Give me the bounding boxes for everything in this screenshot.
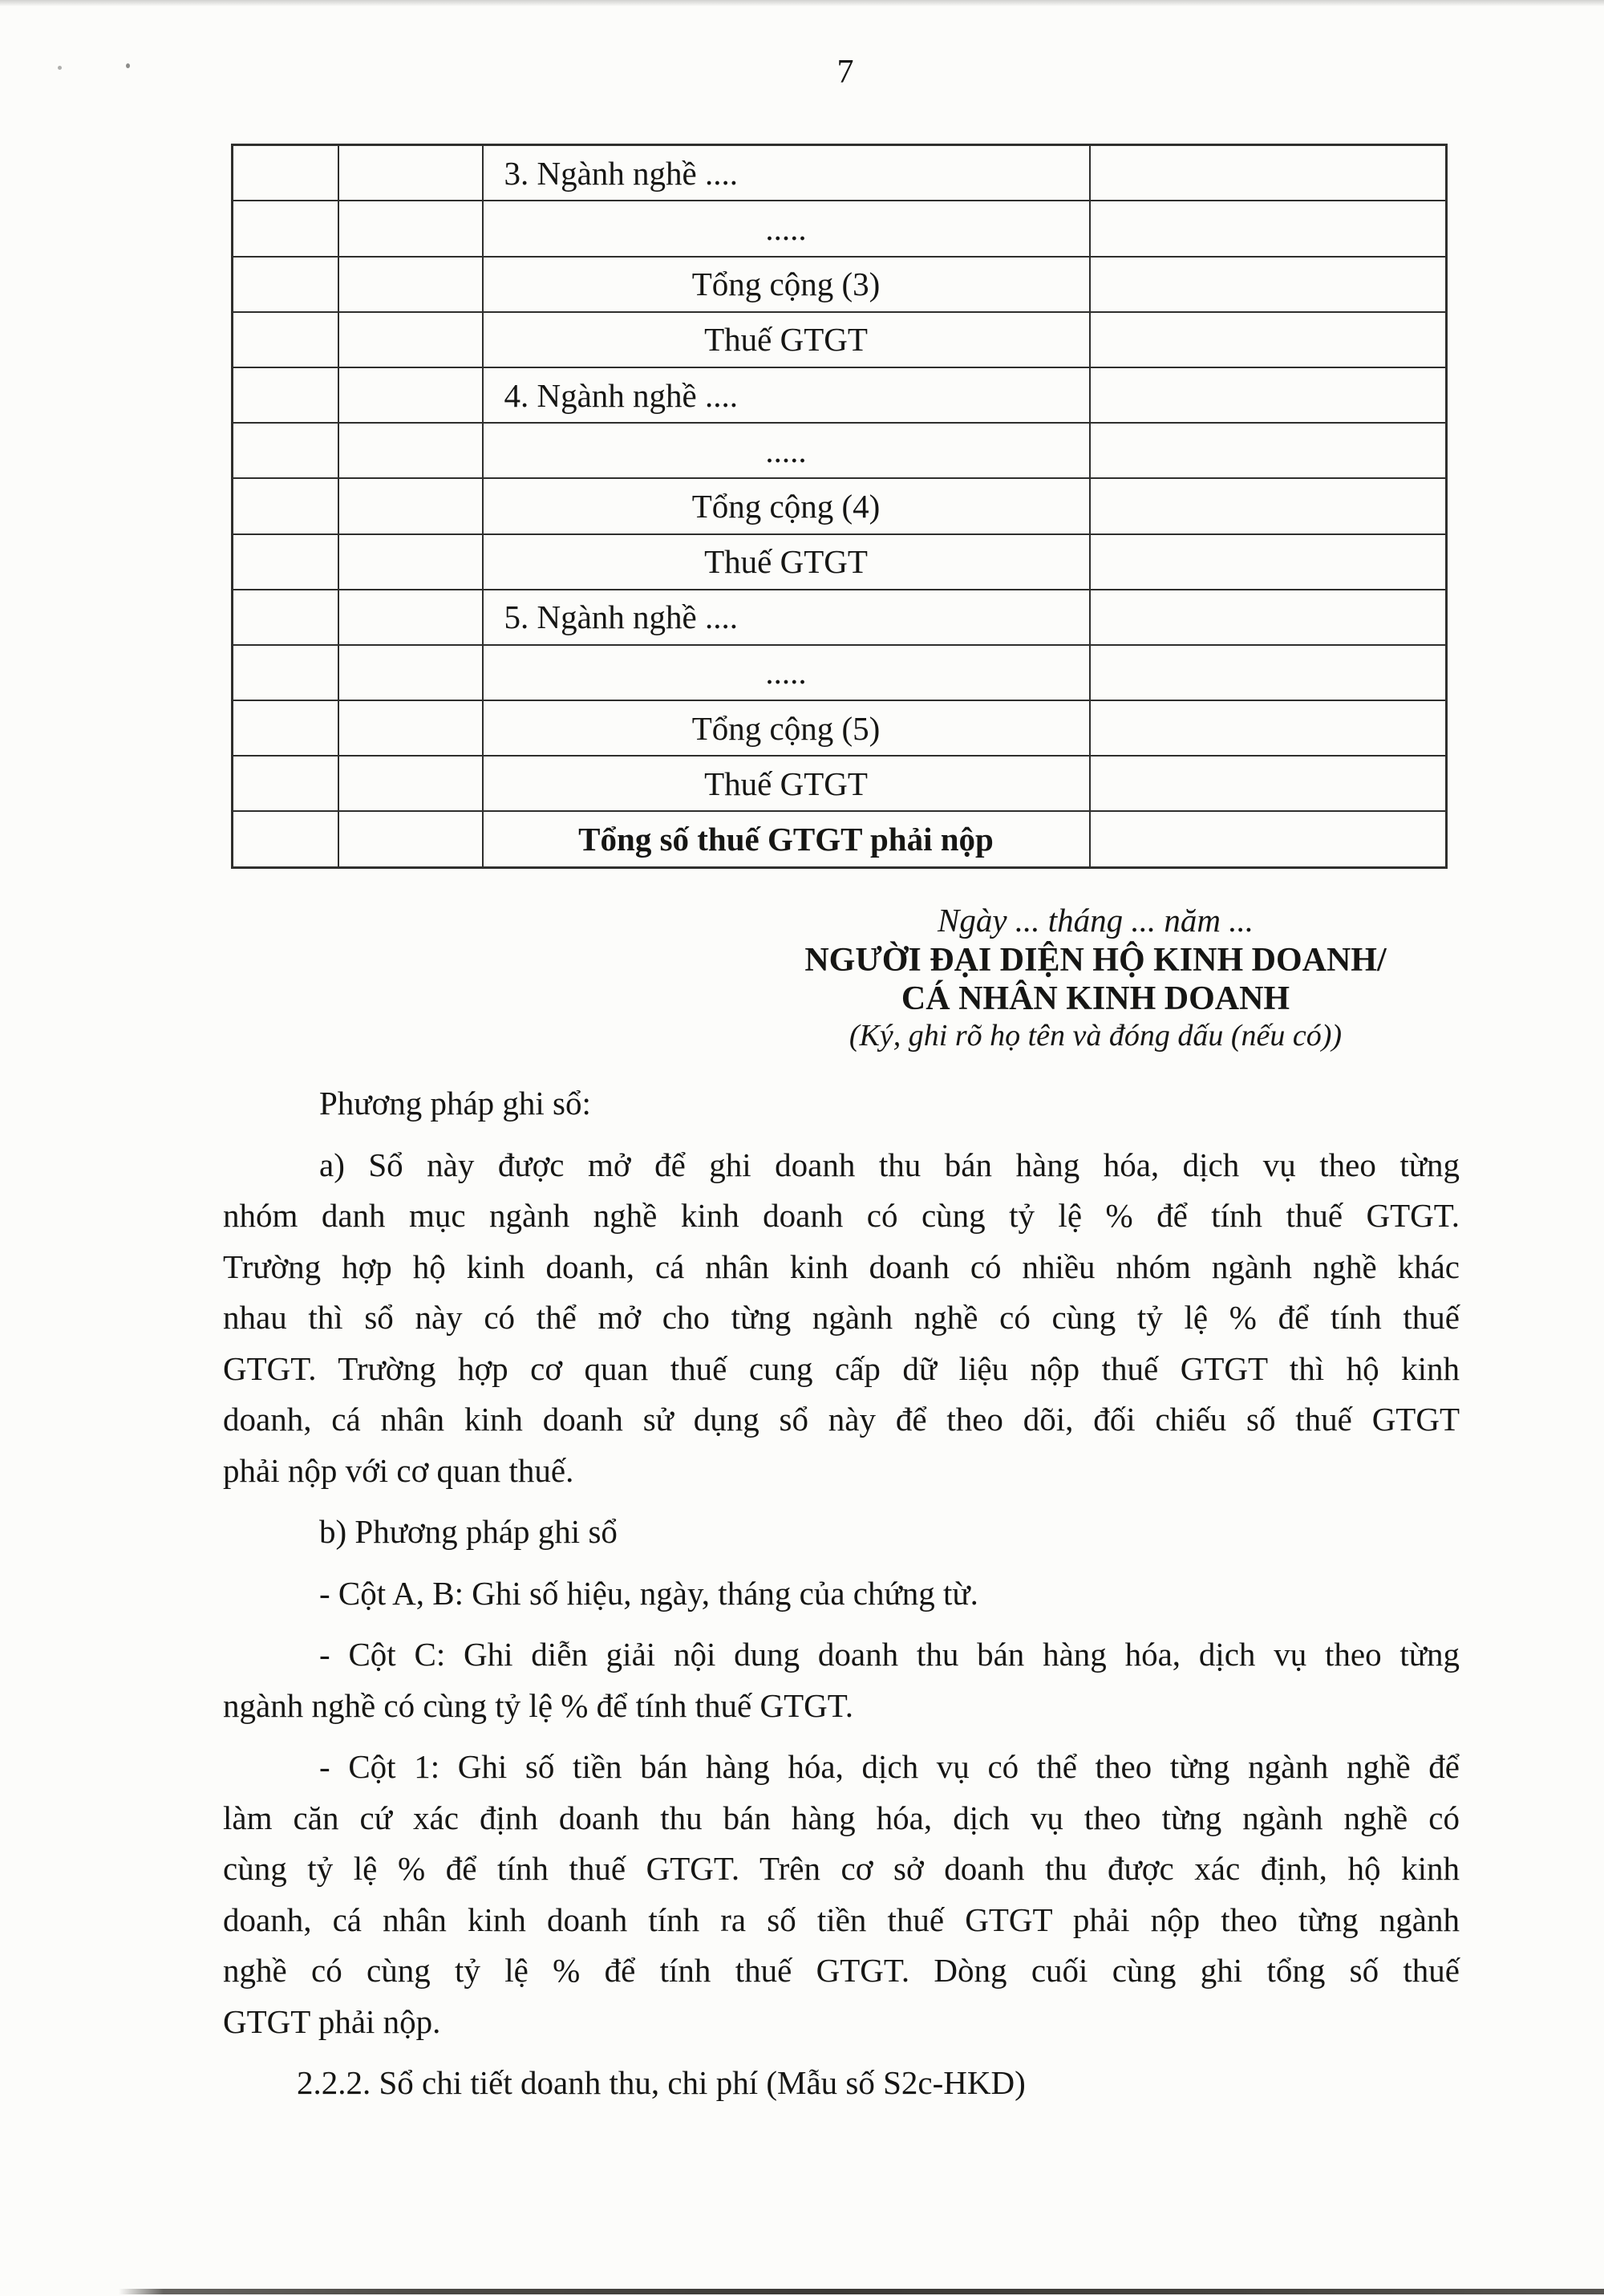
table-cell-content: ..... xyxy=(483,201,1090,256)
table-cell-b xyxy=(338,478,483,533)
table-cell-content: ..... xyxy=(483,645,1090,700)
table-cell-a xyxy=(233,201,338,256)
table-cell-a xyxy=(233,534,338,590)
text-line: - Cột C: Ghi diễn giải nội dung doanh thu bán hàng hóa, dịch vụ theo từng xyxy=(319,1636,1460,1673)
table-row xyxy=(233,756,1447,811)
table-cell-a xyxy=(233,312,338,367)
table-cell-amount xyxy=(1090,145,1447,201)
page-number: 7 xyxy=(836,54,854,91)
table-cell-amount xyxy=(1090,700,1447,756)
table-cell-amount xyxy=(1090,367,1447,423)
signature-title-line1: NGƯỜI ĐẠI DIỆN HỘ KINH DOANH/ xyxy=(804,942,1387,979)
table-cell-b xyxy=(338,756,483,811)
table-cell-amount xyxy=(1090,645,1447,700)
table-cell-a xyxy=(233,700,338,756)
scan-edge-artifact-bottom xyxy=(119,2289,1604,2294)
text-line: ngành nghề có cùng tỷ lệ % để tính thuế GTGT. xyxy=(223,1686,854,1724)
table-cell-amount xyxy=(1090,312,1447,367)
text-line: b) Phương pháp ghi sổ xyxy=(319,1513,618,1550)
method-heading: Phương pháp ghi sổ: xyxy=(319,1085,591,1122)
table-cell-amount xyxy=(1090,478,1447,533)
text-line: doanh, cá nhân kinh doanh tính ra số tiền thuế GTGT phải nộp theo từng ngành xyxy=(223,1900,1460,1938)
table-row xyxy=(233,201,1447,256)
table-cell-amount xyxy=(1090,811,1447,867)
table-cell-b xyxy=(338,645,483,700)
signature-block xyxy=(804,899,1387,1054)
table-cell-a xyxy=(233,367,338,423)
table-cell-b xyxy=(338,423,483,478)
table-row xyxy=(233,645,1447,700)
table-cell-amount xyxy=(1090,590,1447,645)
paragraph-cot-1 xyxy=(223,1742,1460,2047)
signature-note: (Ký, ghi rõ họ tên và đóng dấu (nếu có)) xyxy=(849,1019,1343,1053)
table-row-total xyxy=(233,811,1447,867)
table-cell-content: Tổng cộng (5) xyxy=(483,700,1090,756)
table-cell-a xyxy=(233,257,338,312)
table-row xyxy=(233,145,1447,201)
text-line: - Cột 1: Ghi số tiền bán hàng hóa, dịch vụ có thể theo từng ngành nghề để xyxy=(319,1748,1460,1785)
table-row xyxy=(233,423,1447,478)
table-cell-a xyxy=(233,811,338,867)
table-cell-content: Tổng cộng (4) xyxy=(483,478,1090,533)
table-cell-b xyxy=(338,534,483,590)
table-cell-a xyxy=(233,756,338,811)
signature-title-line2: CÁ NHÂN KINH DOANH xyxy=(901,980,1290,1017)
scan-speck xyxy=(126,63,130,68)
table-row xyxy=(233,367,1447,423)
table-cell-content: 5. Ngành nghề .... xyxy=(483,590,1090,645)
text-line: Trường hợp hộ kinh doanh, cá nhân kinh doanh có nhiều nhóm ngành nghề khác xyxy=(223,1247,1460,1285)
table-cell-b xyxy=(338,312,483,367)
text-line: doanh, cá nhân kinh doanh sử dụng sổ này để theo dõi, đối chiếu số thuế GTGT xyxy=(223,1401,1460,1438)
instructions-section xyxy=(223,1078,1460,2109)
table-cell-content: ..... xyxy=(483,423,1090,478)
vat-ledger-table xyxy=(231,144,1448,869)
paragraph-cot-c xyxy=(223,1629,1460,1731)
scan-edge-artifact-top xyxy=(0,0,1604,6)
table-row xyxy=(233,590,1447,645)
paragraph-2-2-2 xyxy=(223,2058,1460,2109)
table-cell-amount xyxy=(1090,423,1447,478)
paragraph-cot-ab xyxy=(223,1568,1460,1620)
table-cell-content: Thuế GTGT xyxy=(483,312,1090,367)
text-line: GTGT. Trường hợp cơ quan thuế cung cấp dữ liệu nộp thuế GTGT thì hộ kinh xyxy=(223,1349,1460,1387)
table-cell-b xyxy=(338,590,483,645)
scan-speck xyxy=(58,66,62,70)
table-cell-b xyxy=(338,811,483,867)
table-row xyxy=(233,700,1447,756)
table-cell-a xyxy=(233,423,338,478)
section-heading-2-2-2: 2.2.2. Sổ chi tiết doanh thu, chi phí (Mẫu số S2c-HKD) xyxy=(297,2064,1026,2101)
table-cell-content: Tổng số thuế GTGT phải nộp xyxy=(483,811,1090,867)
table-cell-b xyxy=(338,700,483,756)
signature-date-line: Ngày ... tháng ... năm ... xyxy=(937,902,1254,939)
text-line: nhau thì sổ này có thể mở cho từng ngành nghề có cùng tỷ lệ % để tính thuế xyxy=(223,1299,1460,1336)
text-line: a) Sổ này được mở để ghi doanh thu bán hàng hóa, dịch vụ theo từng xyxy=(319,1146,1460,1183)
table-cell-content: Thuế GTGT xyxy=(483,756,1090,811)
table-cell-content: 3. Ngành nghề .... xyxy=(483,145,1090,201)
table-row xyxy=(233,257,1447,312)
table-cell-b xyxy=(338,145,483,201)
table-cell-a xyxy=(233,590,338,645)
text-line: cùng tỷ lệ % để tính thuế GTGT. Trên cơ sở doanh thu được xác định, hộ kinh xyxy=(223,1850,1460,1887)
table-cell-content: Thuế GTGT xyxy=(483,534,1090,590)
table-cell-b xyxy=(338,367,483,423)
table-cell-amount xyxy=(1090,534,1447,590)
table-cell-b xyxy=(338,257,483,312)
table-cell-content: 4. Ngành nghề .... xyxy=(483,367,1090,423)
text-line: GTGT phải nộp. xyxy=(223,2002,441,2040)
text-line: - Cột A, B: Ghi số hiệu, ngày, tháng của chứng từ. xyxy=(319,1574,978,1612)
table-cell-a xyxy=(233,478,338,533)
table-cell-amount xyxy=(1090,201,1447,256)
paragraph-a xyxy=(223,1140,1460,1497)
paragraph-b xyxy=(223,1507,1460,1558)
table-row xyxy=(233,534,1447,590)
text-line: nhóm danh mục ngành nghề kinh doanh có cùng tỷ lệ % để tính thuế GTGT. xyxy=(223,1197,1460,1234)
table-row xyxy=(233,478,1447,533)
table-cell-a xyxy=(233,145,338,201)
table-cell-amount xyxy=(1090,257,1447,312)
table-cell-a xyxy=(233,645,338,700)
text-line: phải nộp với cơ quan thuế. xyxy=(223,1451,574,1489)
table-row xyxy=(233,312,1447,367)
table-cell-amount xyxy=(1090,756,1447,811)
table-cell-b xyxy=(338,201,483,256)
table-cell-content: Tổng cộng (3) xyxy=(483,257,1090,312)
text-line: nghề có cùng tỷ lệ % để tính thuế GTGT. Dòng cuối cùng ghi tổng số thuế xyxy=(223,1952,1460,1989)
text-line: làm căn cứ xác định doanh thu bán hàng hóa, dịch vụ theo từng ngành nghề có xyxy=(223,1799,1460,1836)
